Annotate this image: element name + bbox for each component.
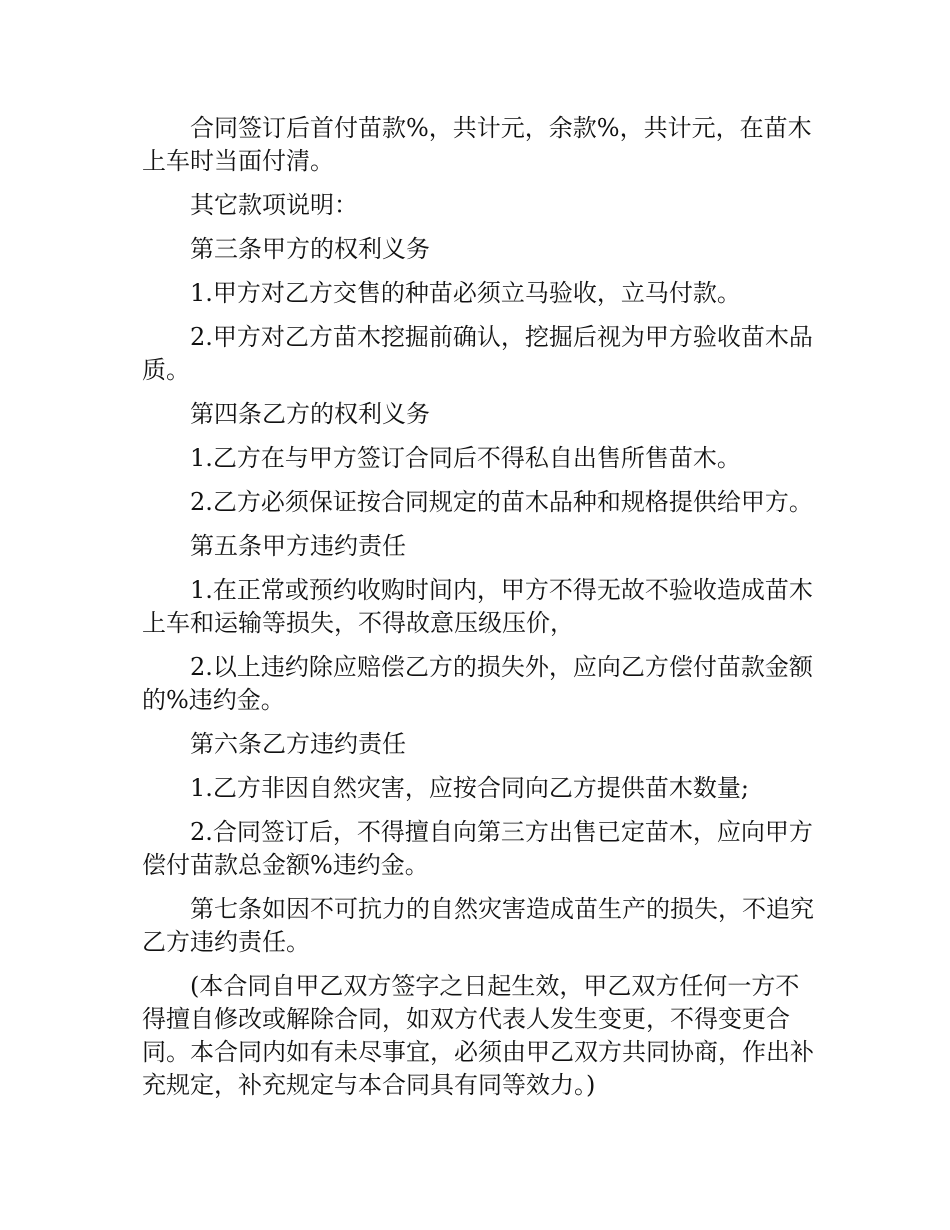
paragraph-article-4-item-1: 1.乙方在与甲方签订合同后不得私自出售所售苗木。 [190, 444, 741, 472]
paragraph-article-5-item-1: 1.在正常或预约收购时间内，甲方不得无故不验收造成苗木上车和运输等损失，不得故意压级压价， [142, 576, 813, 637]
paragraph-effectiveness-clause: (本合同自甲乙双方签字之日起生效，甲乙双方任何一方不得擅自修改或解除合同，如双方代表人发生变更，不得变更合同。本合同内如有未尽事宜，必须由甲乙双方共同协商，作出补充规定，补充规定与本合同具有同等效力。) [142, 972, 814, 1099]
paragraph-article-7: 第七条如因不可抗力的自然灾害造成苗生产的损失，不追究乙方违约责任。 [142, 895, 814, 956]
heading-article-5: 第五条甲方违约责任 [190, 532, 406, 560]
paragraph-article-6-item-1: 1.乙方非因自然灾害，应按合同向乙方提供苗木数量; [190, 774, 749, 802]
paragraph-payment-terms: 合同签订后首付苗款%，共计元，余款%，共计元，在苗木上车时当面付清。 [142, 114, 812, 175]
paragraph-article-6-item-2: 2.合同签订后，不得擅自向第三方出售已定苗木，应向甲方偿付苗款总金额%违约金。 [142, 818, 813, 879]
paragraph-article-4-item-2: 2.乙方必须保证按合同规定的苗木品种和规格提供给甲方。 [190, 488, 813, 516]
document-body [142, 112, 814, 1113]
heading-article-4: 第四条乙方的权利义务 [190, 400, 430, 428]
paragraph-article-3-item-1: 1.甲方对乙方交售的种苗必须立马验收，立马付款。 [190, 279, 741, 307]
heading-article-3: 第三条甲方的权利义务 [190, 235, 430, 263]
heading-article-6: 第六条乙方违约责任 [190, 730, 406, 758]
paragraph-article-3-item-2: 2.甲方对乙方苗木挖掘前确认，挖掘后视为甲方验收苗木品质。 [142, 323, 813, 384]
paragraph-article-5-item-2: 2.以上违约除应赔偿乙方的损失外，应向乙方偿付苗款金额的%违约金。 [142, 653, 813, 714]
paragraph-other-payment-notes: 其它款项说明： [190, 191, 358, 219]
